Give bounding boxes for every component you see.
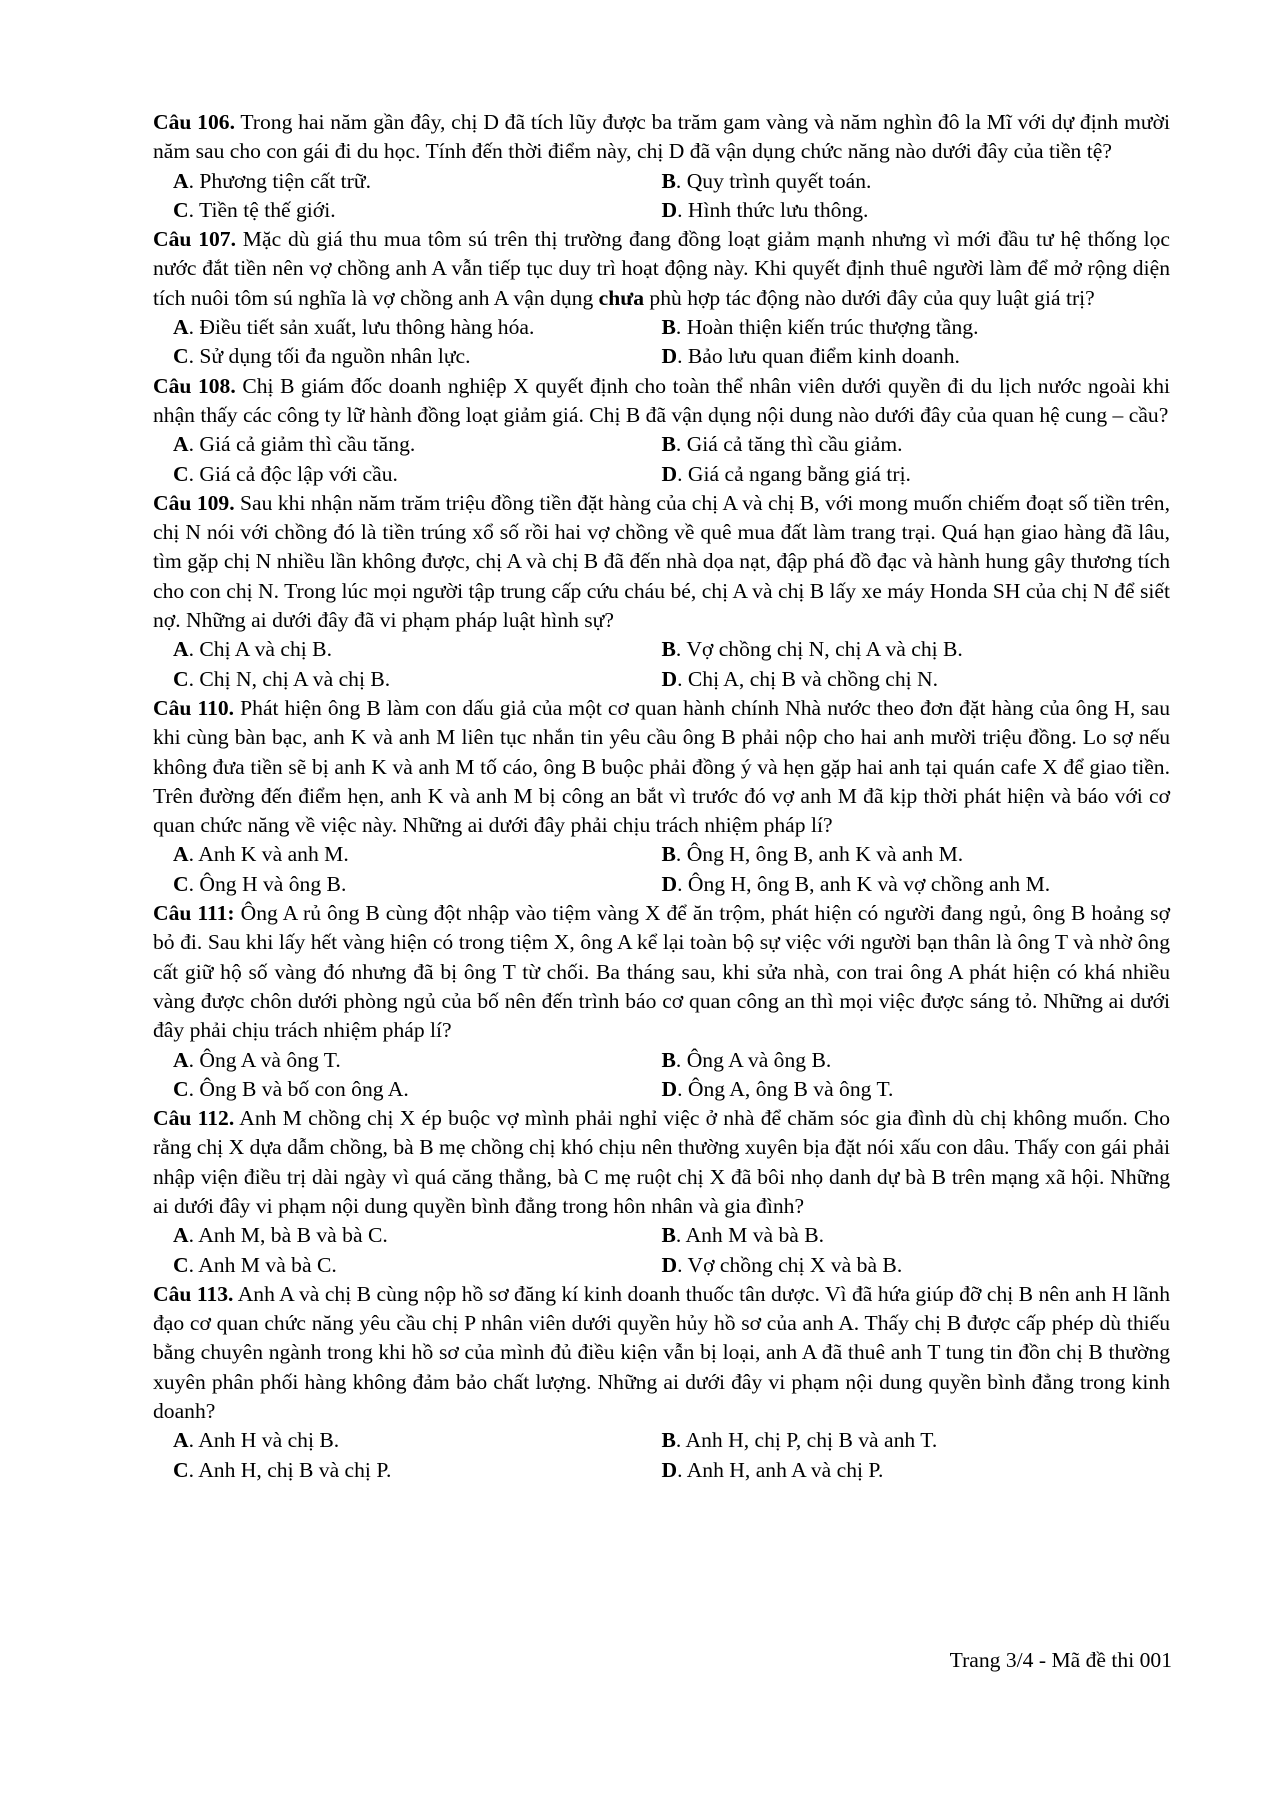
option-a: A. Giá cả giảm thì cầu tăng. [173,432,416,457]
option-a: A. Anh K và anh M. [173,842,349,867]
question-block [153,1280,1170,1485]
question-block [153,489,1170,694]
question-block [153,225,1170,371]
answer-options [153,1221,1170,1280]
option-c: C. Ông B và bố con ông A. [173,1076,409,1101]
answer-options [153,1426,1170,1485]
option-d: D. Chị A, chị B và chồng chị N. [661,666,939,691]
answer-options [153,1046,1170,1105]
option-b: B. Anh M và bà B. [661,1223,825,1248]
question-text: Câu 107. Mặc dù giá thu mua tôm sú trên thị trường đang đồng loạt giảm mạnh nhưng vì mới đầu tư hệ thống lọc nước đắt tiền nên vợ chồng anh A vẫn tiếp tục duy trì hoạt động này. Khi quyết định thuê người làm để mở rộng diện tích nuôi tôm sú nghĩa là vợ chồng anh A vận dụng chưa phù hợp tác động nào dưới đây của quy luật giá trị? [153,227,1170,310]
option-d: D. Bảo lưu quan điểm kinh doanh. [661,344,960,369]
question-number: Câu 108. [153,373,236,398]
option-b: B. Anh H, chị P, chị B và anh T. [661,1428,938,1453]
question-number: Câu 113. [153,1281,234,1306]
option-d: D. Hình thức lưu thông. [661,197,869,222]
option-c: C. Chị N, chị A và chị B. [173,666,391,691]
option-d: D. Ông A, ông B và ông T. [661,1076,894,1101]
option-a: A. Phương tiện cất trữ. [173,168,371,193]
option-c: C. Ông H và ông B. [173,871,347,896]
question-number: Câu 106. [153,110,235,134]
question-number: Câu 111: [153,901,235,926]
option-a: A. Ông A và ông T. [173,1047,341,1072]
question-text: Câu 112. Anh M chồng chị X ép buộc vợ mình phải nghỉ việc ở nhà để chăm sóc gia đình dù chị không muốn. Cho rằng chị X dựa dẫm chồng, bà B mẹ chồng chị khó chịu nên thường xuyên bịa đặt nói xấu con dâu. Thấy con gái phải nhập viện điều trị dài ngày vì quá căng thẳng, bà C mẹ ruột chị X đã bôi nhọ danh dự bà B trên mạng xã hội. Những ai dưới đây vi phạm nội dung quyền bình đẳng trong hôn nhân và gia đình? [153,1106,1170,1218]
answer-options [153,167,1170,226]
option-c: C. Giá cả độc lập với cầu. [173,461,398,486]
question-block [153,372,1170,489]
question-number: Câu 109. [153,490,235,515]
question-block [153,108,1170,225]
option-b: B. Ông A và ông B. [661,1047,832,1072]
option-c: C. Anh M và bà C. [173,1252,337,1277]
option-a: A. Chị A và chị B. [173,637,332,662]
option-b: B. Hoàn thiện kiến trúc thượng tầng. [661,315,979,340]
question-number: Câu 107. [153,227,236,252]
option-d: D. Anh H, anh A và chị P. [661,1457,884,1482]
question-number: Câu 112. [153,1106,235,1131]
question-block [153,899,1170,1104]
question-text: Câu 108. Chị B giám đốc doanh nghiệp X quyết định cho toàn thể nhân viên dưới quyền đi du lịch nước ngoài khi nhận thấy các công ty lữ hành đồng loạt giảm giá. Chị B đã vận dụng nội dung nào dưới đây của quan hệ cung – cầu? [153,373,1170,427]
option-b: B. Vợ chồng chị N, chị A và chị B. [661,637,963,662]
option-d: D. Vợ chồng chị X và bà B. [661,1252,903,1277]
option-c: C. Sử dụng tối đa nguồn nhân lực. [173,344,471,369]
option-a: A. Điều tiết sản xuất, lưu thông hàng hóa. [173,315,535,340]
emphasis-word: chưa [598,285,645,310]
option-b: B. Giá cả tăng thì cầu giảm. [661,432,903,457]
answer-options [153,635,1170,694]
question-text: Câu 111: Ông A rủ ông B cùng đột nhập vào tiệm vàng X để ăn trộm, phát hiện có người đang ngủ, ông B hoảng sợ bỏ đi. Sau khi lấy hết vàng hiện có trong tiệm X, ông A kể lại toàn bộ sự việc với người bạn thân là ông T và nhờ ông cất giữ hộ số vàng đó nhưng đã bị ông T từ chối. Ba tháng sau, khi sửa nhà, con trai ông A phát hiện có khá nhiều vàng được chôn dưới phòng ngủ của bố nên đến trình báo cơ quan công an thì mọi việc được sáng tỏ. Những ai dưới đây phải chịu trách nhiệm pháp lí? [153,901,1171,1043]
question-text: Câu 109. Sau khi nhận năm trăm triệu đồng tiền đặt hàng của chị A và chị B, với mong muốn chiếm đoạt số tiền trên, chị N nói với chồng đó là tiền trúng xổ số rồi hai vợ chồng về quê mua đất làm trang trại. Quá hạn giao hàng đã lâu, tìm gặp chị N nhiều lần không được, chị A và chị B đã đến nhà dọa nạt, đập phá đồ đạc và hành hung gây thương tích cho con chị N. Trong lúc mọi người tập trung cấp cứu cháu bé, chị A và chị B lấy xe máy Honda SH của chị N để siết nợ. Những ai dưới đây đã vi phạm pháp luật hình sự? [153,490,1170,633]
question-text: Câu 106. Trong hai năm gần đây, chị D đã tích lũy được ba trăm gam vàng và năm nghìn đô la Mĩ với dự định mười năm sau cho con gái đi du học. Tính đến thời điểm này, chị D đã vận dụng chức năng nào dưới đây của tiền tệ? [153,110,1170,164]
option-b: B. Ông H, ông B, anh K và anh M. [661,842,964,867]
option-b: B. Quy trình quyết toán. [661,168,872,193]
answer-options [153,840,1170,899]
option-a: A. Anh H và chị B. [173,1428,340,1453]
option-c: C. Anh H, chị B và chị P. [173,1457,392,1482]
page-footer: Trang 3/4 - Mã đề thi 001 [949,1648,1172,1672]
option-d: D. Ông H, ông B, anh K và vợ chồng anh M. [661,871,1051,896]
question-block [153,1104,1170,1280]
answer-options [153,313,1170,372]
exam-page [153,108,1170,1485]
option-a: A. Anh M, bà B và bà C. [173,1223,388,1248]
question-number: Câu 110. [153,695,235,720]
question-block [153,694,1170,899]
answer-options [153,430,1170,489]
question-text: Câu 110. Phát hiện ông B làm con dấu giả của một cơ quan hành chính Nhà nước theo đơn đặt hàng của ông H, sau khi cùng bàn bạc, anh K và anh M liên tục nhắn tin yêu cầu ông B phải nộp cho hai anh mười triệu đồng. Lo sợ nếu không đưa tiền sẽ bị anh K và anh M tố cáo, ông B buộc phải đồng ý và hẹn gặp hai anh tại quán cafe X để giao tiền. Trên đường đến điểm hẹn, anh K và anh M bị công an bắt vì trước đó vợ anh M đã kịp thời phát hiện và báo với cơ quan chức năng về việc này. Những ai dưới đây phải chịu trách nhiệm pháp lí? [153,695,1170,838]
option-d: D. Giá cả ngang bằng giá trị. [661,461,911,486]
question-text: Câu 113. Anh A và chị B cùng nộp hồ sơ đăng kí kinh doanh thuốc tân dược. Vì đã hứa giúp đỡ chị B nên anh H lãnh đạo cơ quan chức năng yêu cầu chị P nhân viên dưới quyền hủy hồ sơ của anh A. Thấy chị B được cấp phép dù thiếu bằng chuyên ngành trong khi hồ sơ của mình đủ điều kiện vẫn bị loại, anh A đã thuê anh T tung tin đồn chị B thường xuyên phân phối hàng không đảm bảo chất lượng. Những ai dưới đây vi phạm nội dung quyền bình đẳng trong kinh doanh? [153,1281,1170,1424]
option-c: C. Tiền tệ thế giới. [173,197,336,222]
